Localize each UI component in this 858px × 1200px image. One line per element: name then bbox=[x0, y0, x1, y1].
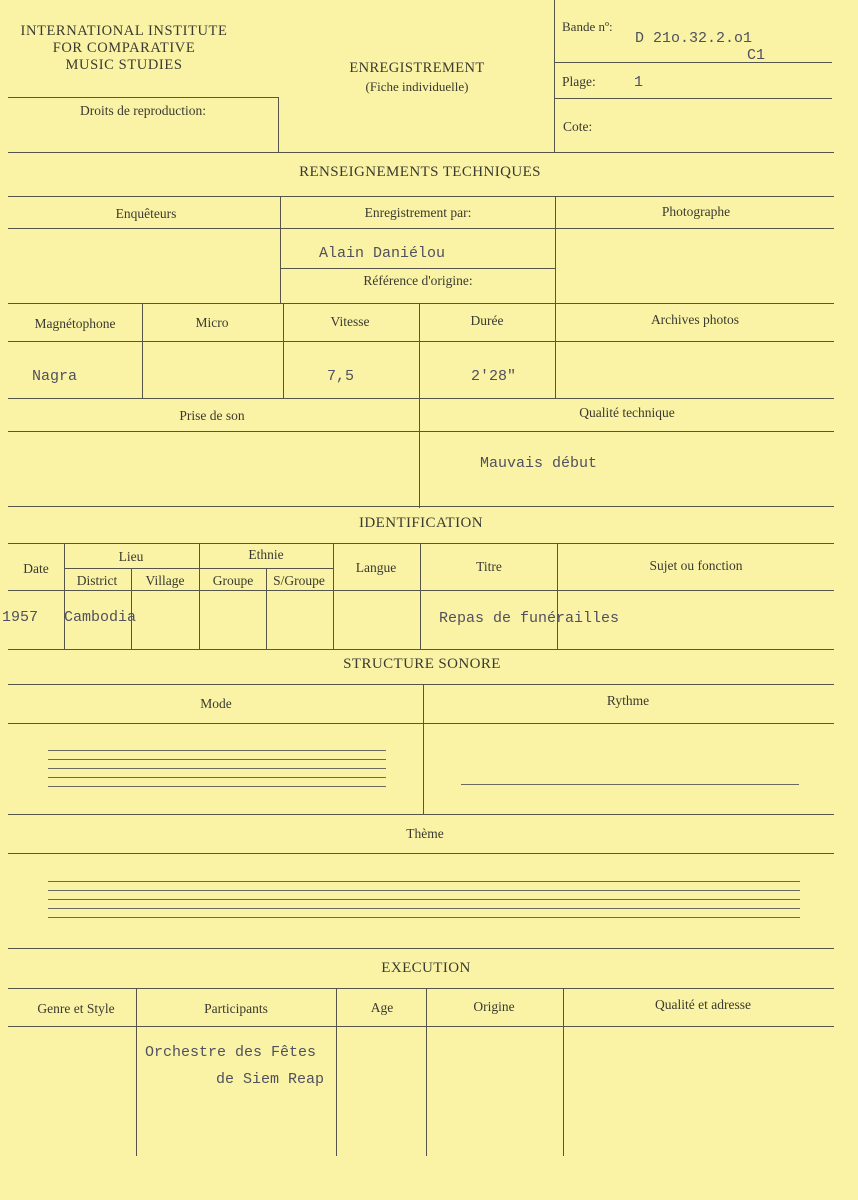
subgroup-label: S/Groupe bbox=[273, 573, 325, 588]
section-title-technical: RENSEIGNEMENTS TECHNIQUES bbox=[299, 164, 541, 180]
date-value: 1957 bbox=[2, 609, 39, 626]
institute-line-1: INTERNATIONAL INSTITUTE bbox=[20, 23, 228, 39]
section-title-structure: STRUCTURE SONORE bbox=[343, 656, 501, 672]
rule bbox=[8, 543, 834, 544]
rule bbox=[333, 543, 334, 649]
rule bbox=[8, 152, 834, 153]
group-label: Groupe bbox=[212, 573, 254, 588]
rule bbox=[8, 228, 834, 229]
rule bbox=[266, 568, 267, 649]
form-title: ENREGISTREMENT bbox=[349, 60, 485, 76]
cote-label: Cote: bbox=[563, 119, 593, 134]
recorded-by-value: Alain Daniélou bbox=[319, 245, 446, 262]
rule bbox=[563, 988, 564, 1156]
mode-label: Mode bbox=[200, 696, 232, 711]
rhythm-line bbox=[461, 784, 799, 785]
recorder-label: Magnétophone bbox=[34, 316, 116, 331]
section-title-execution: EXECUTION bbox=[381, 960, 471, 976]
recorded-by-label: Enregistrement par: bbox=[364, 205, 472, 220]
rule bbox=[8, 1026, 834, 1027]
rule bbox=[423, 684, 424, 814]
mode-staff-line bbox=[48, 786, 386, 787]
participants-label: Participants bbox=[204, 1001, 268, 1016]
rule bbox=[142, 303, 143, 399]
rule bbox=[8, 853, 834, 854]
rule bbox=[199, 543, 200, 649]
rule bbox=[8, 398, 834, 399]
participants-line-2: de Siem Reap bbox=[216, 1071, 325, 1088]
rule bbox=[283, 303, 284, 399]
band-label: Bande nº: bbox=[562, 19, 613, 34]
institute-line-3: MUSIC STUDIES bbox=[65, 57, 183, 73]
theme-staff-line bbox=[48, 908, 800, 909]
rule bbox=[64, 568, 333, 569]
title-label: Titre bbox=[476, 559, 502, 574]
rhythm-label: Rythme bbox=[606, 693, 650, 708]
theme-staff-line bbox=[48, 899, 800, 900]
track-label: Plage: bbox=[562, 74, 596, 89]
header-divider bbox=[554, 0, 555, 152]
band-value-2: C1 bbox=[747, 47, 766, 64]
place-label: Lieu bbox=[118, 549, 144, 564]
theme-staff-line bbox=[48, 917, 800, 918]
date-label: Date bbox=[23, 561, 49, 576]
rule bbox=[8, 988, 834, 989]
rule bbox=[280, 196, 281, 304]
origin-ref-label: Référence d'origine: bbox=[363, 273, 473, 288]
photo-archive-label: Archives photos bbox=[650, 312, 740, 327]
rule bbox=[419, 303, 420, 508]
mode-staff-line bbox=[48, 750, 386, 751]
rule bbox=[555, 303, 556, 399]
rule bbox=[420, 543, 421, 649]
photographer-label: Photographe bbox=[661, 204, 731, 219]
rule bbox=[8, 303, 834, 304]
recorder-value: Nagra bbox=[32, 368, 78, 385]
rule bbox=[8, 506, 834, 507]
district-value: Cambodia bbox=[64, 609, 137, 626]
rule bbox=[136, 988, 137, 1156]
rule bbox=[336, 988, 337, 1156]
rule bbox=[426, 988, 427, 1156]
rule bbox=[8, 684, 834, 685]
tech-quality-value: Mauvais début bbox=[480, 455, 598, 472]
investigators-label: Enquêteurs bbox=[115, 206, 177, 221]
theme-label: Thème bbox=[406, 826, 444, 841]
rule bbox=[8, 97, 278, 98]
rule bbox=[554, 98, 832, 99]
tech-quality-label: Qualité technique bbox=[579, 405, 675, 420]
rule bbox=[8, 948, 834, 949]
rule bbox=[8, 723, 834, 724]
rule bbox=[8, 196, 834, 197]
band-value: D 21o.32.2.o1 bbox=[635, 30, 753, 47]
theme-staff-line bbox=[48, 890, 800, 891]
speed-value: 7,5 bbox=[327, 368, 355, 385]
form-subtitle: (Fiche individuelle) bbox=[365, 79, 469, 94]
ethnic-label: Ethnie bbox=[248, 547, 284, 562]
rule bbox=[8, 431, 834, 432]
speed-label: Vitesse bbox=[330, 314, 370, 329]
rule bbox=[8, 590, 834, 591]
rule bbox=[64, 543, 65, 649]
mode-staff-line bbox=[48, 768, 386, 769]
track-value: 1 bbox=[634, 74, 644, 91]
section-title-identification: IDENTIFICATION bbox=[359, 515, 483, 531]
rule bbox=[8, 814, 834, 815]
participants-line-1: Orchestre des Fêtes bbox=[145, 1044, 317, 1061]
mode-staff-line bbox=[48, 759, 386, 760]
origin-label: Origine bbox=[473, 999, 515, 1014]
district-label: District bbox=[76, 573, 118, 588]
quality-label: Qualité et adresse bbox=[655, 997, 751, 1012]
rule bbox=[8, 649, 834, 650]
title-value: Repas de funérailles bbox=[439, 610, 620, 627]
rule bbox=[278, 97, 279, 152]
duration-value: 2'28" bbox=[471, 368, 517, 385]
institute-line-2: FOR COMPARATIVE bbox=[52, 40, 196, 56]
rights-label: Droits de reproduction: bbox=[80, 103, 206, 118]
duration-label: Durée bbox=[470, 313, 504, 328]
rule bbox=[555, 196, 556, 304]
rule bbox=[557, 543, 558, 649]
village-label: Village bbox=[145, 573, 185, 588]
theme-staff-line bbox=[48, 881, 800, 882]
micro-label: Micro bbox=[195, 315, 229, 330]
language-label: Langue bbox=[355, 560, 397, 575]
sound-capture-label: Prise de son bbox=[179, 408, 245, 423]
subject-label: Sujet ou fonction bbox=[649, 558, 743, 573]
rule bbox=[8, 341, 834, 342]
rule bbox=[280, 268, 555, 269]
mode-staff-line bbox=[48, 777, 386, 778]
rule bbox=[554, 62, 832, 63]
genre-label: Genre et Style bbox=[37, 1001, 115, 1016]
age-label: Age bbox=[370, 1000, 394, 1015]
